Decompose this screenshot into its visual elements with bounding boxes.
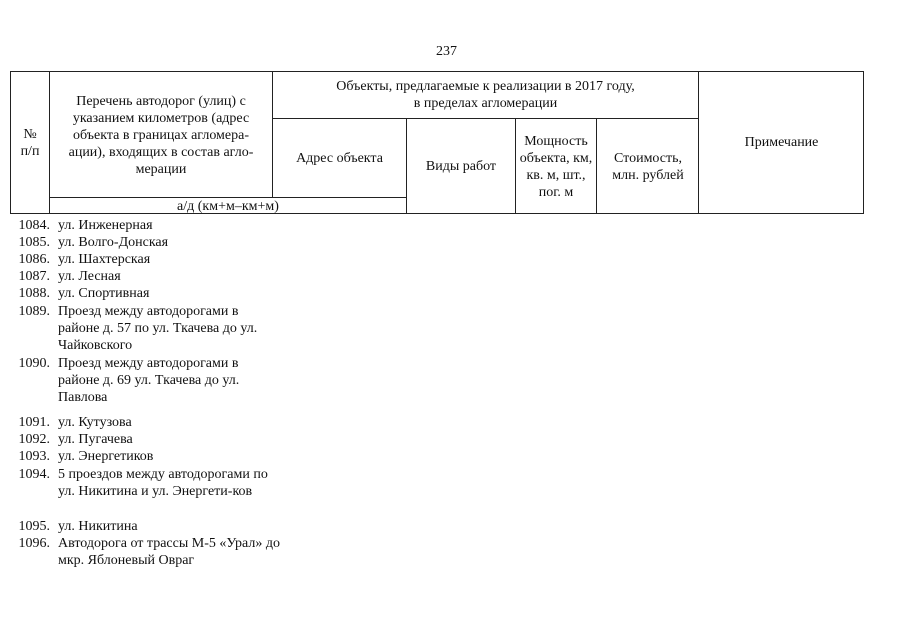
page-number: 237 — [436, 44, 457, 59]
header-col-address: Адрес объекта — [296, 150, 383, 166]
header-col-works: Виды работ — [425, 159, 497, 174]
header-col-list-sub: а/д (км+м–км+м) — [177, 198, 279, 214]
header-group-title: Объекты, предлагаемые к реализации в 2017 году, в пределах агломерации — [336, 79, 635, 111]
header-col-capacity: Мощность объекта, км, кв. м, шт., пог. м — [519, 133, 593, 200]
header-col-list: Перечень автодорог (улиц) с указанием километров (адрес объекта в границах агломера-ации), входящих в состав агло-мерации — [68, 93, 254, 177]
header-col-num: № п/п — [20, 126, 40, 159]
header-col-note: Примечание — [744, 135, 819, 150]
header-col-cost: Стоимость, млн. рублей — [612, 150, 684, 183]
